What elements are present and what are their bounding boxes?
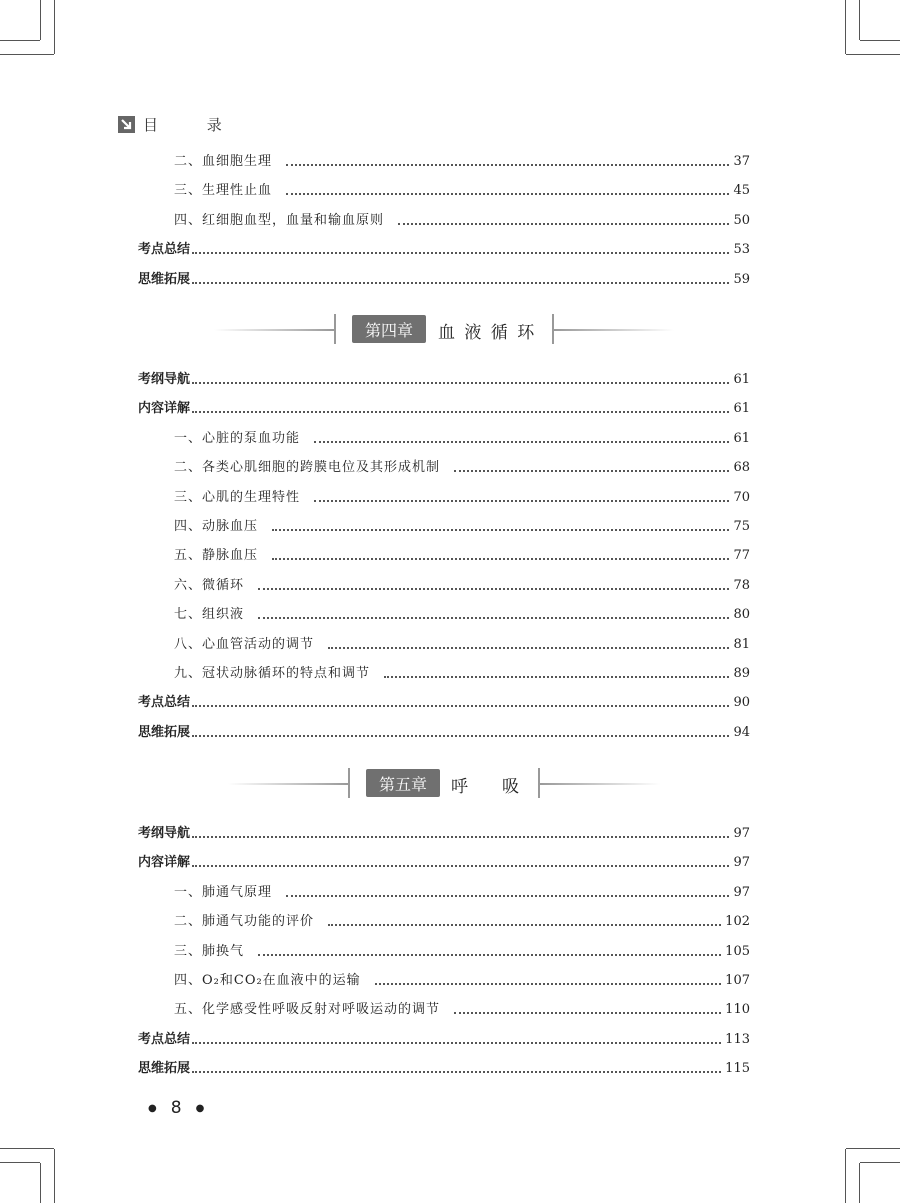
chapter-heading xyxy=(0,766,900,802)
dot-leader xyxy=(398,223,729,225)
toc-entry-label: 三、心肌的生理特性 xyxy=(174,489,301,505)
page-number xyxy=(134,1097,218,1119)
dot-leader xyxy=(192,411,729,413)
toc-entry-page: 113 xyxy=(725,1031,750,1047)
crop-mark xyxy=(40,0,41,40)
dot-leader xyxy=(328,647,729,649)
toc-entry-label: 二、血细胞生理 xyxy=(174,154,273,169)
crop-mark xyxy=(0,40,40,41)
dot-leader xyxy=(375,983,721,985)
crop-mark xyxy=(860,1162,900,1163)
toc-entry[interactable] xyxy=(138,1026,750,1048)
dot-leader xyxy=(192,252,729,254)
dot-leader xyxy=(286,164,729,166)
toc-entry-label: 三、肺换气 xyxy=(174,943,245,959)
crop-mark xyxy=(860,40,900,41)
toc-entry-label: 九、冠状动脉循环的特点和调节 xyxy=(174,666,371,681)
toc-entry-label: 内容详解 xyxy=(138,855,191,871)
crop-mark xyxy=(846,54,900,55)
toc-entry-page: 97 xyxy=(733,884,750,900)
toc-entry-page: 70 xyxy=(733,489,750,505)
toc-entry-page: 50 xyxy=(733,212,750,228)
toc-entry[interactable] xyxy=(174,879,750,901)
dot-leader xyxy=(454,1012,721,1014)
toc-entry-label: 考点总结 xyxy=(138,1031,191,1047)
dot-leader xyxy=(286,193,729,195)
arrow-corner-icon xyxy=(118,116,135,133)
bullet-icon: ● xyxy=(195,1102,205,1114)
toc-entry-page: 61 xyxy=(733,372,750,387)
toc-entry-label: 二、肺通气功能的评价 xyxy=(174,914,315,930)
dot-leader xyxy=(258,617,729,619)
toc-entry[interactable] xyxy=(174,177,750,199)
toc-entry-label: 一、心脏的泵血功能 xyxy=(174,430,301,446)
dot-leader xyxy=(454,470,729,472)
toc-entry[interactable] xyxy=(138,820,750,842)
dot-leader xyxy=(192,1071,721,1073)
crop-mark xyxy=(54,0,55,54)
toc-entry-page: 81 xyxy=(733,636,750,652)
toc-entry[interactable] xyxy=(174,996,750,1018)
toc-entry-page: 89 xyxy=(733,666,750,681)
toc-entry[interactable] xyxy=(174,631,750,653)
dot-leader xyxy=(192,735,729,737)
toc-entry[interactable] xyxy=(174,454,750,476)
crop-mark xyxy=(845,0,846,54)
crop-mark xyxy=(845,1149,846,1203)
toc-entry-label: 考纲导航 xyxy=(138,826,191,841)
toc-entry-page: 45 xyxy=(733,183,750,199)
chapter-heading xyxy=(0,312,900,348)
toc-entry[interactable] xyxy=(174,484,750,506)
dot-leader xyxy=(192,1042,721,1044)
dot-leader xyxy=(272,558,729,560)
dot-leader xyxy=(314,441,729,443)
dot-leader xyxy=(192,836,729,838)
toc-entry[interactable] xyxy=(138,236,750,258)
toc-entry-label: 四、O₂和CO₂在血液中的运输 xyxy=(174,973,361,988)
page-header-title: 目 录 xyxy=(143,115,244,134)
toc-entry-page: 94 xyxy=(733,724,750,740)
toc-entry-page: 102 xyxy=(725,914,750,930)
toc-entry-label: 考纲导航 xyxy=(138,372,191,387)
crop-mark xyxy=(859,0,860,40)
toc-entry-page: 115 xyxy=(725,1061,750,1077)
dot-leader xyxy=(272,529,729,531)
toc-entry-page: 37 xyxy=(733,154,750,169)
crop-mark xyxy=(40,1163,41,1203)
toc-entry-page: 90 xyxy=(733,695,750,711)
dot-leader xyxy=(328,924,721,926)
dot-leader xyxy=(384,676,729,678)
toc-entry-page: 59 xyxy=(733,271,750,287)
toc-entry[interactable] xyxy=(174,967,750,989)
toc-entry-label: 思维拓展 xyxy=(138,271,191,287)
chapter-rule-left xyxy=(228,783,348,785)
page-number-value: 8 xyxy=(170,1098,182,1118)
toc-entry-page: 61 xyxy=(733,401,750,417)
dot-leader xyxy=(192,705,729,707)
toc-entry[interactable] xyxy=(174,572,750,594)
toc-entry-label: 五、化学感受性呼吸反射对呼吸运动的调节 xyxy=(174,1002,441,1018)
chapter-rule-bar xyxy=(334,314,336,344)
toc-entry-label: 考点总结 xyxy=(138,695,191,711)
page-header xyxy=(118,113,244,135)
chapter-rule-right xyxy=(540,783,660,785)
toc-entry-label: 四、红细胞血型，血量和输血原则 xyxy=(174,212,385,228)
chapter-title: 血 液 循 环 xyxy=(438,323,537,343)
toc-entry-page: 97 xyxy=(733,826,750,841)
toc-entry-page: 78 xyxy=(733,577,750,593)
toc-entry-page: 68 xyxy=(733,460,750,476)
dot-leader xyxy=(258,588,729,590)
toc-entry-page: 75 xyxy=(733,519,750,534)
bullet-icon: ● xyxy=(148,1102,157,1114)
toc-entry-label: 三、生理性止血 xyxy=(174,183,273,199)
toc-entry-label: 二、各类心肌细胞的跨膜电位及其形成机制 xyxy=(174,460,441,476)
toc-entry[interactable] xyxy=(138,1055,750,1077)
toc-entry-page: 77 xyxy=(733,548,750,564)
toc-entry-label: 七、组织液 xyxy=(174,607,245,623)
dot-leader xyxy=(314,500,729,502)
toc-entry[interactable] xyxy=(138,395,750,417)
dot-leader xyxy=(192,865,729,867)
toc-entry-page: 53 xyxy=(733,242,750,258)
toc-entry-page: 80 xyxy=(733,607,750,623)
chapter-rule-left xyxy=(214,329,334,331)
toc-entry-label: 八、心血管活动的调节 xyxy=(174,636,315,652)
crop-mark xyxy=(0,1148,54,1149)
crop-mark xyxy=(0,54,54,55)
toc-entry[interactable] xyxy=(138,366,750,388)
crop-mark xyxy=(846,1148,900,1149)
toc-entry[interactable] xyxy=(174,660,750,682)
toc-entry-page: 97 xyxy=(733,855,750,871)
toc-entry-page: 110 xyxy=(725,1002,750,1018)
chapter-rule-bar xyxy=(348,768,350,798)
crop-mark xyxy=(54,1149,55,1203)
toc-entry[interactable] xyxy=(174,938,750,960)
toc-entry-page: 107 xyxy=(725,973,750,988)
toc-entry-label: 思维拓展 xyxy=(138,1061,191,1077)
toc-entry-page: 61 xyxy=(733,430,750,446)
toc-entry-label: 思维拓展 xyxy=(138,724,191,740)
toc-entry[interactable] xyxy=(174,542,750,564)
toc-entry[interactable] xyxy=(174,207,750,229)
toc-entry-label: 内容详解 xyxy=(138,401,191,417)
chapter-badge: 第五章 xyxy=(366,769,440,797)
dot-leader xyxy=(258,954,721,956)
toc-entry[interactable] xyxy=(138,719,750,741)
toc-entry[interactable] xyxy=(138,849,750,871)
toc-entry-label: 五、静脉血压 xyxy=(174,548,259,564)
toc-entry[interactable] xyxy=(174,908,750,930)
toc-entry[interactable] xyxy=(174,148,750,170)
chapter-title: 呼 吸 xyxy=(451,777,519,797)
dot-leader xyxy=(286,895,729,897)
dot-leader xyxy=(192,282,729,284)
toc-entry[interactable] xyxy=(138,266,750,288)
toc-entry-label: 六、微循环 xyxy=(174,577,245,593)
toc-entry[interactable] xyxy=(174,513,750,535)
toc-entry[interactable] xyxy=(174,601,750,623)
chapter-rule-right xyxy=(554,329,674,331)
crop-mark xyxy=(859,1163,860,1203)
toc-entry-label: 考点总结 xyxy=(138,242,191,258)
toc-entry-page: 105 xyxy=(725,943,750,959)
toc-entry[interactable] xyxy=(174,425,750,447)
toc-entry[interactable] xyxy=(138,689,750,711)
toc-entry-label: 四、动脉血压 xyxy=(174,519,259,534)
crop-mark xyxy=(0,1162,40,1163)
chapter-badge: 第四章 xyxy=(352,315,426,343)
dot-leader xyxy=(192,382,729,384)
toc-entry-label: 一、肺通气原理 xyxy=(174,884,273,900)
